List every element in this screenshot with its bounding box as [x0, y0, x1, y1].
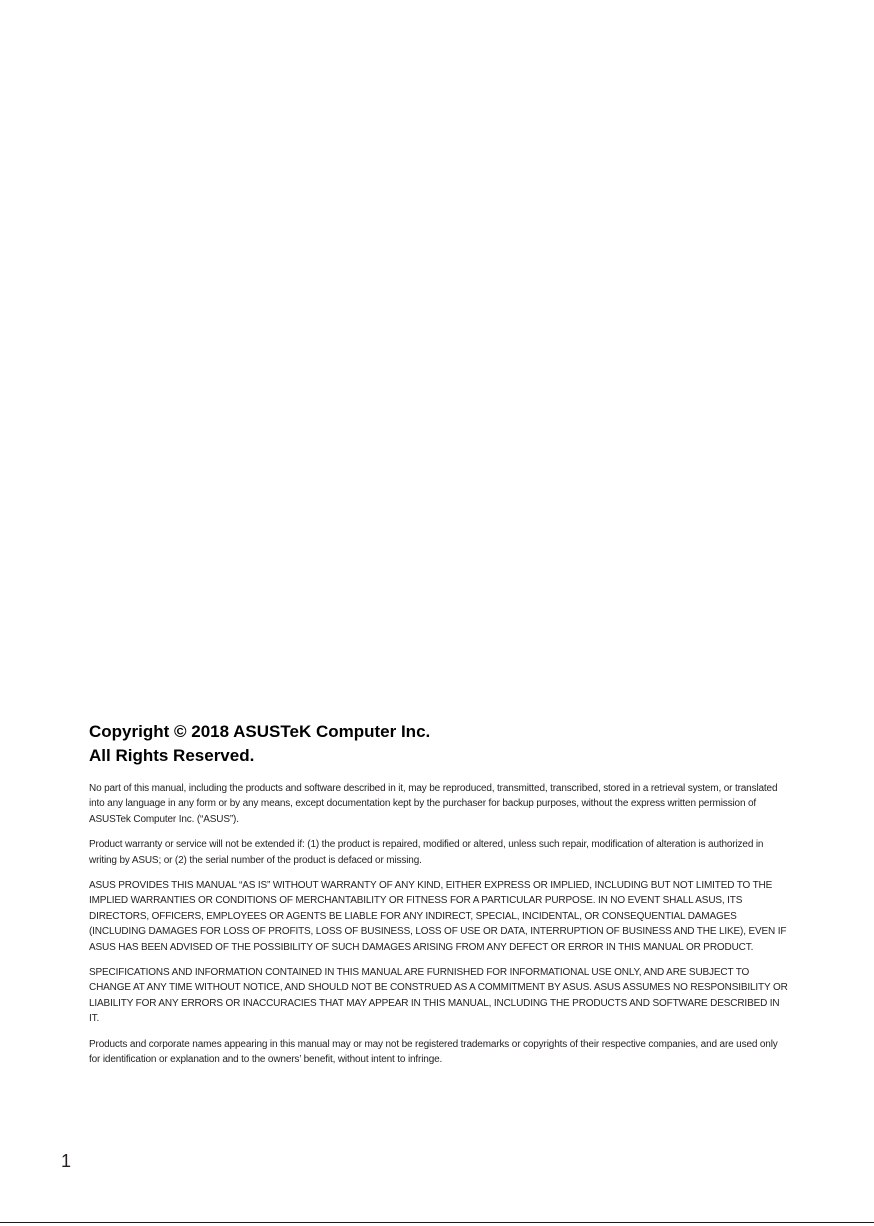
rights-reserved-heading: All Rights Reserved.	[89, 746, 255, 765]
warranty-service-paragraph: Product warranty or service will not be extended if: (1) the product is repaired, modified or altered, unless such repair, modification of alteration is authorized in writing by ASUS; or (2) the serial number of the product is defaced or missing.	[89, 839, 764, 866]
copyright-block	[89, 720, 789, 1068]
copyright-heading: Copyright © 2018 ASUSTeK Computer Inc.	[89, 722, 431, 741]
page-bottom-rule	[0, 1222, 874, 1223]
page-number: 1	[61, 1151, 72, 1171]
reproduction-notice-paragraph: No part of this manual, including the products and software described in it, may be reproduced, transmitted, transcribed, stored in a retrieval system, or translated into any language in any form or by any means, except documentation kept by the purchaser for backup purposes, without the express written permission of ASUSTek Computer Inc. (“ASUS”).	[89, 783, 778, 825]
as-is-disclaimer-paragraph: ASUS PROVIDES THIS MANUAL “AS IS” WITHOUT WARRANTY OF ANY KIND, EITHER EXPRESS OR IMPLIED, INCLUDING BUT NOT LIMITED TO THE IMPLIED WARRANTIES OR CONDITIONS OF MERCHANTABILITY OR FITNESS FOR A PARTICULAR PURPOSE. IN NO EVENT SHALL ASUS, ITS DIRECTORS, OFFICERS, EMPLOYEES OR AGENTS BE LIABLE FOR ANY INDIRECT, SPECIAL, INCIDENTAL, OR CONSEQUENTIAL DAMAGES (INCLUDING DAMAGES FOR LOSS OF PROFITS, LOSS OF BUSINESS, LOSS OF USE OR DATA, INTERRUPTION OF BUSINESS AND THE LIKE), EVEN IF ASUS HAS BEEN ADVISED OF THE POSSIBILITY OF SUCH DAMAGES ARISING FROM ANY DEFECT OR ERROR IN THIS MANUAL OR PRODUCT.	[89, 880, 787, 953]
trademarks-notice-paragraph: Products and corporate names appearing in this manual may or may not be registered trademarks or copyrights of their respective companies, and are used only for identification or explanation and to the owners’ benefit, without intent to infringe.	[89, 1038, 778, 1066]
specifications-notice-paragraph: SPECIFICATIONS AND INFORMATION CONTAINED IN THIS MANUAL ARE FURNISHED FOR INFORMATIONAL USE ONLY, AND ARE SUBJECT TO CHANGE AT ANY TIME WITHOUT NOTICE, AND SHOULD NOT BE CONSTRUED AS A COMMITMENT BY ASUS. ASUS ASSUMES NO RESPONSIBILITY OR LIABILITY FOR ANY ERRORS OR INACCURACIES THAT MAY APPEAR IN THIS MANUAL, INCLUDING THE PRODUCTS AND SOFTWARE DESCRIBED IN IT.	[89, 967, 788, 1025]
